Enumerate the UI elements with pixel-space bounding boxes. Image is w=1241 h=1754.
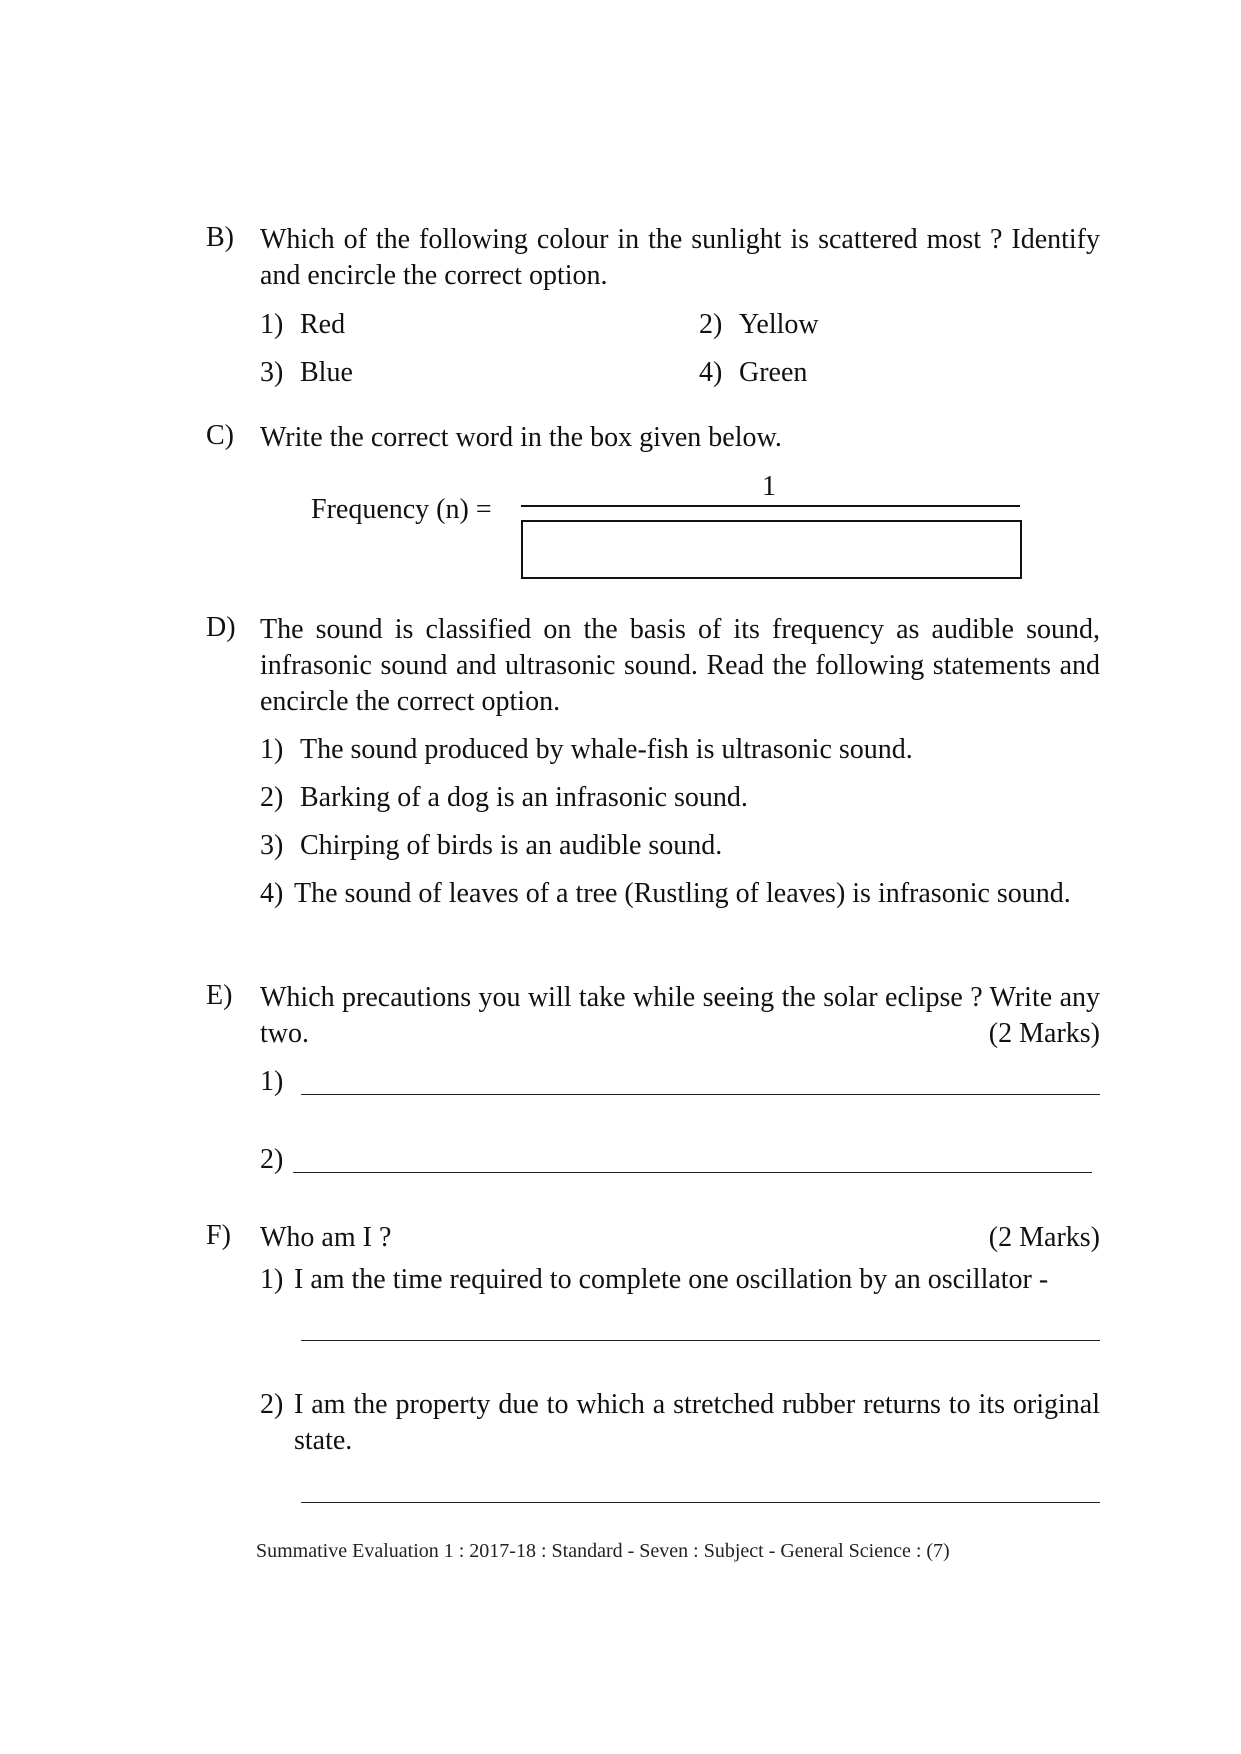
item-number: 2): [260, 1389, 284, 1420]
answer-line[interactable]: [301, 1094, 1100, 1095]
option-label: Chirping of birds is an audible sound.: [300, 830, 723, 861]
frequency-numerator: 1: [762, 471, 776, 502]
option-number: 3): [260, 830, 284, 861]
option-label: Yellow: [739, 309, 819, 340]
question-b-label: B): [206, 222, 234, 253]
question-b-option-1[interactable]: [260, 307, 345, 343]
frequency-formula-label: Frequency (n) =: [311, 494, 492, 525]
page-footer: Summative Evaluation 1 : 2017-18 : Standard - Seven : Subject - General Science : (7): [256, 1540, 950, 1562]
option-label: Red: [300, 309, 346, 340]
question-e-text: Which precautions you will take while seeing the solar eclipse ? Write any two.: [260, 982, 1100, 1049]
question-d-option-1[interactable]: [260, 732, 913, 768]
option-number: 4): [699, 357, 723, 388]
question-b-option-2[interactable]: [699, 307, 819, 343]
question-f-item-1: [260, 1262, 1100, 1298]
question-b-option-3[interactable]: [260, 355, 353, 391]
question-d-option-2[interactable]: [260, 780, 748, 816]
question-b-text: Which of the following colour in the sunlight is scattered most ? Identify and encircle the correct option.: [260, 224, 1100, 291]
option-number: 1): [260, 309, 284, 340]
item-number: 1): [260, 1264, 284, 1295]
question-d-option-3[interactable]: [260, 828, 722, 864]
question-e-label: E): [206, 980, 233, 1011]
question-d-label: D): [206, 612, 236, 643]
option-label: Barking of a dog is an infrasonic sound.: [300, 782, 748, 813]
item-label: I am the time required to complete one oscillation by an oscillator -: [294, 1264, 1049, 1295]
answer-line[interactable]: [301, 1340, 1100, 1341]
answer-box[interactable]: [521, 520, 1022, 579]
option-number: 2): [699, 309, 723, 340]
question-c-text: Write the correct word in the box given below.: [260, 422, 782, 453]
question-c-label: C): [206, 420, 234, 451]
option-number: 4): [260, 878, 284, 909]
answer-line[interactable]: [293, 1172, 1092, 1173]
option-number: 2): [260, 782, 284, 813]
question-f-label: F): [206, 1220, 231, 1251]
question-b-option-4[interactable]: [699, 355, 807, 391]
option-number: 1): [260, 734, 284, 765]
question-f-marks: (2 Marks): [988, 1222, 1100, 1253]
question-f-text: Who am I ?: [260, 1222, 392, 1253]
question-d-text: The sound is classified on the basis of its frequency as audible sound, infrasonic sound and ultrasonic sound. Read the following statements and encircle the correct option.: [260, 614, 1100, 717]
option-label: Green: [739, 357, 808, 388]
question-e-answer-2-number: 2): [260, 1144, 284, 1175]
fraction-bar: [521, 505, 1020, 507]
option-number: 3): [260, 357, 284, 388]
question-d-option-4[interactable]: [260, 876, 1100, 912]
option-label: The sound produced by whale-fish is ultrasonic sound.: [300, 734, 913, 765]
question-f-item-2: [260, 1387, 1100, 1459]
question-e-marks: (2 Marks): [988, 1018, 1100, 1049]
question-e-answer-1-number: 1): [260, 1066, 284, 1097]
option-label: The sound of leaves of a tree (Rustling of leaves) is infrasonic sound.: [294, 878, 1071, 909]
option-label: Blue: [300, 357, 353, 388]
item-label: I am the property due to which a stretched rubber returns to its original state.: [294, 1389, 1100, 1456]
answer-line[interactable]: [301, 1502, 1100, 1503]
